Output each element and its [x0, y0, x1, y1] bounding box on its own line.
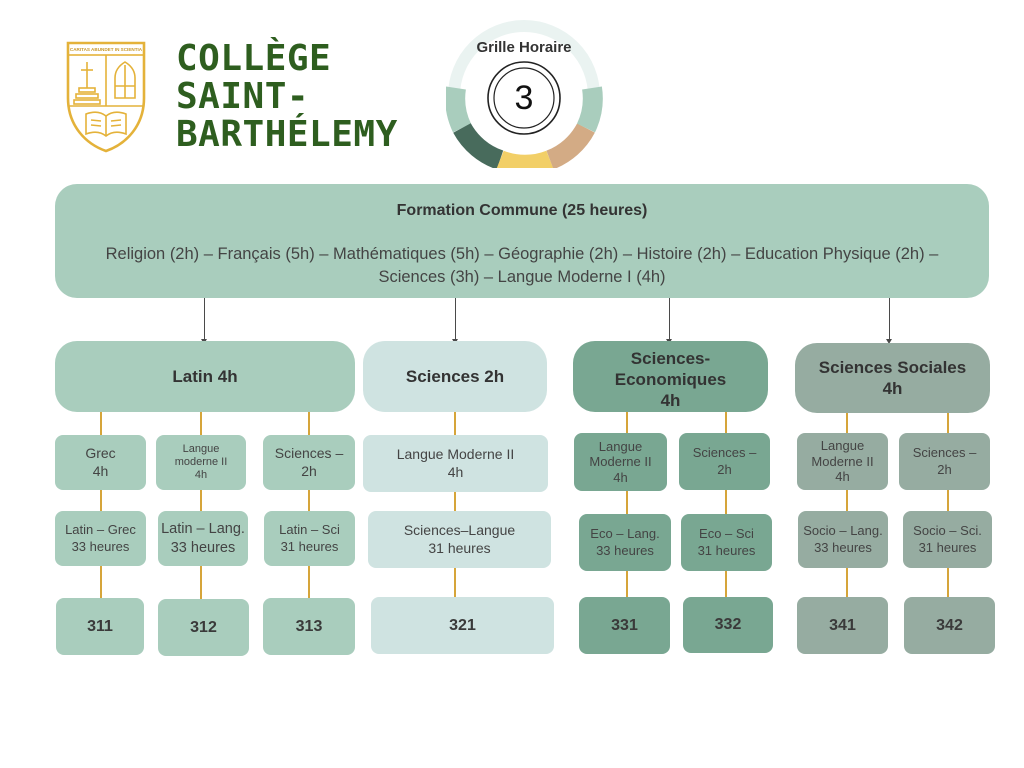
option-eco-sciences: Sciences – 2h — [679, 433, 770, 490]
branch-latin: Latin 4h — [55, 341, 355, 412]
grille-horaire-badge — [446, 8, 606, 168]
combo-sciences-langue: Sciences–Langue 31 heures — [368, 511, 551, 568]
school-logo — [64, 40, 148, 154]
mitre-icon — [115, 62, 135, 98]
code-313: 313 — [263, 598, 355, 655]
code-311: 311 — [56, 598, 144, 655]
shield-icon — [64, 40, 148, 154]
formation-commune-subjects: Religion (2h) – Français (5h) – Mathématiques (5h) – Géographie (2h) – Histoire (2h) – Education Physique (2h) – Sciences (3h) – Langue Moderne I (4h) — [105, 245, 939, 286]
code-342: 342 — [904, 597, 995, 654]
combo-socio-lang: Socio – Lang. 33 heures — [798, 511, 888, 568]
arrow-eco — [669, 298, 670, 340]
formation-commune-title: Formation Commune (25 heures) — [396, 202, 648, 219]
combo-latin-sci: Latin – Sci 31 heures — [264, 511, 355, 566]
badge-title: Grille Horaire — [476, 39, 572, 56]
school-name: COLLÈGE SAINT- BARTHÉLEMY — [176, 38, 398, 155]
arrow-latin — [204, 298, 205, 340]
option-langue-moderne: Langue moderne II 4h — [156, 435, 246, 490]
option-socio-sciences: Sciences – 2h — [899, 433, 990, 490]
code-321: 321 — [371, 597, 554, 654]
branch-sciences-economiques: Sciences- Economiques 4h — [573, 341, 768, 412]
code-331: 331 — [579, 597, 670, 654]
option-sciences: Sciences – 2h — [263, 435, 355, 490]
combo-socio-sci: Socio – Sci. 31 heures — [903, 511, 992, 568]
option-socio-langue: Langue Moderne II 4h — [797, 433, 888, 490]
code-332: 332 — [683, 597, 773, 653]
arrow-sciences — [455, 298, 456, 340]
code-312: 312 — [158, 599, 249, 656]
logo-motto: CARITAS ABUNDET IN SCIENTIA — [69, 47, 143, 52]
crozier-icon — [74, 62, 100, 104]
combo-eco-sci: Eco – Sci 31 heures — [681, 514, 772, 571]
book-icon — [86, 112, 126, 136]
formation-commune-box — [55, 184, 989, 298]
combo-eco-lang: Eco – Lang. 33 heures — [579, 514, 671, 571]
branch-sciences-sociales: Sciences Sociales 4h — [795, 343, 990, 413]
option-eco-langue: Langue Moderne II 4h — [574, 433, 667, 491]
arrow-socio — [889, 298, 890, 340]
badge-number: 3 — [514, 79, 534, 117]
branch-sciences: Sciences 2h — [363, 341, 547, 412]
combo-latin-lang: Latin – Lang. 33 heures — [158, 511, 248, 566]
code-341: 341 — [797, 597, 888, 654]
option-langue-moderne-ii: Langue Moderne II 4h — [363, 435, 548, 492]
combo-latin-grec: Latin – Grec 33 heures — [55, 511, 146, 566]
option-grec: Grec 4h — [55, 435, 146, 490]
